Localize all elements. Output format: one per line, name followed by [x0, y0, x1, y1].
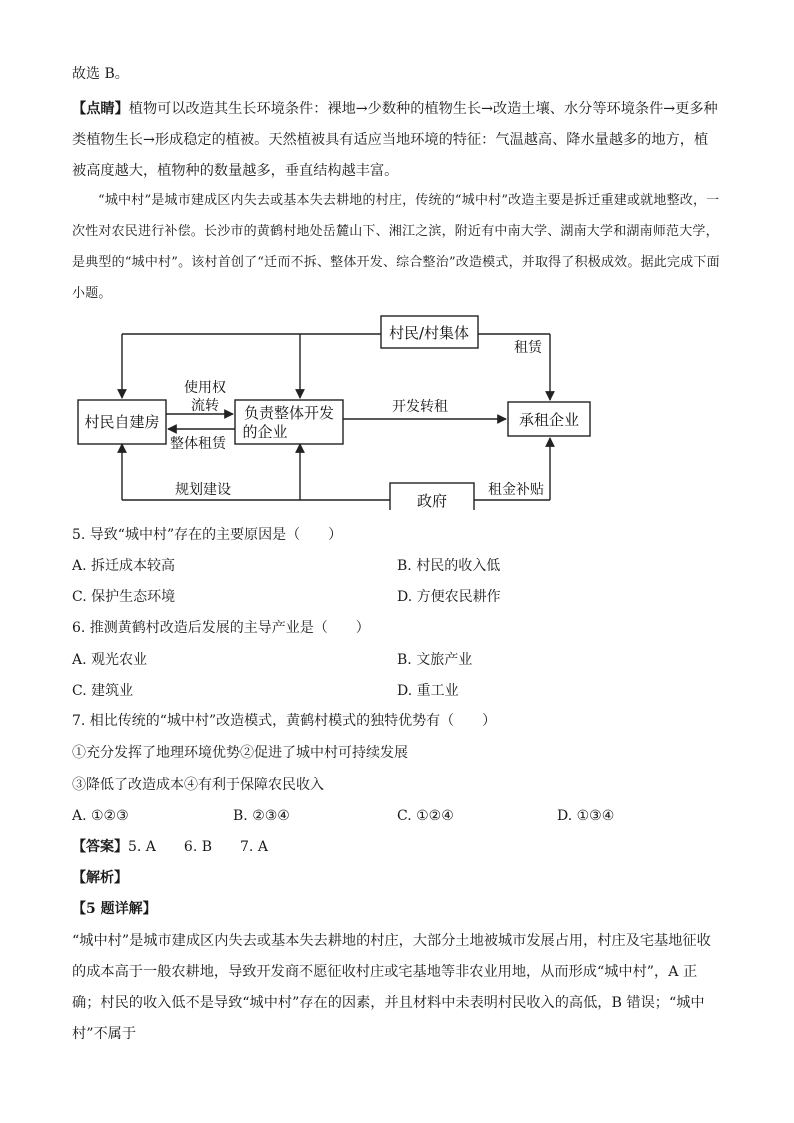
tip-paragraph [72, 94, 720, 187]
material-paragraph: “城中村”是城市建成区内失去或基本失去耕地的村庄，传统的“城中村”改造主要是拆迁重建或就地整改，一次性对农民进行补偿。长沙市的黄鹤村地处岳麓山下、湘江之滨，附近有中南大学、湖南大学和湖南师范大学，是典型的“城中村”。该村首创了“迁而不拆、整体开发、综合整治”改造模式，并取得了积极成效。据此完成下面小题。 [72, 193, 720, 301]
rent-subsidy-label: 租金补贴 [488, 482, 544, 498]
analysis-tag: 【解析】 [72, 870, 128, 886]
previous-answer: 故选 B。 [72, 66, 129, 82]
q5-option-d[interactable]: D. 方便农民耕作 [397, 589, 501, 605]
question-7-statements-1: ①充分发挥了地理环境优势②促进了城中村可持续发展 [72, 745, 408, 761]
q6-option-c[interactable]: C. 建筑业 [72, 683, 134, 699]
use-right-label-line2: 流转 [191, 398, 219, 414]
analysis-text: “城中村”是城市建成区内失去或基本失去耕地的村庄，大部分土地被城市发展占用，村庄及宅基地征收的成本高于一般农耕地，导致开发商不愿征收村庄或宅基地等非农业用地，从而形成“城中村”，A 正确；村民的收入低不是导致“城中村”存在的因素，并且材料中未表明村民收入的高低，B 错误；“城中村”不属于 [72, 933, 711, 1042]
q5-option-c[interactable]: C. 保护生态环境 [72, 589, 176, 605]
developer-label-line1: 负责整体开发 [243, 404, 335, 422]
use-right-label-line1: 使用权 [184, 380, 226, 396]
whole-lease-label: 整体租赁 [170, 436, 226, 452]
houses-label: 村民自建房 [84, 413, 160, 431]
q7-option-c[interactable]: C. ①②④ [397, 808, 454, 824]
question-6-stem: 6. 推测黄鹤村改造后发展的主导产业是（ ） [72, 620, 370, 636]
planning-label: 规划建设 [175, 482, 231, 498]
q6-option-d[interactable]: D. 重工业 [397, 683, 459, 699]
answer-text: 5. A 6. B 7. A [128, 839, 268, 855]
answer-line [72, 837, 268, 857]
q7-option-a[interactable]: A. ①②③ [72, 808, 129, 824]
question-7-stem: 7. 相比传统的“城中村”改造模式，黄鹤村模式的独特优势有（ ） [72, 713, 497, 729]
tip-text: 植物可以改造其生长环境条件：裸地→少数种的植物生长→改造土壤、水分等环境条件→更多种类植物生长→形成稳定的植被。天然植被具有适应当地环境的特征：气温越高、降水量越多的地方，植被高度越大，植物种的数量越多，垂直结构越丰富。 [72, 101, 718, 179]
q7-option-d[interactable]: D. ①③④ [557, 808, 615, 824]
develop-sublease-label: 开发转租 [392, 399, 448, 415]
q6-option-a[interactable]: A. 观光农业 [72, 652, 148, 668]
government-label: 政府 [416, 492, 448, 510]
q6-option-b[interactable]: B. 文旅产业 [397, 652, 473, 668]
tip-tag: 【点睛】 [72, 101, 129, 117]
villagers-label: 村民/村集体 [388, 324, 470, 342]
question-7-statements-2: ③降低了改造成本④有利于保障农民收入 [72, 777, 324, 793]
q5-option-b[interactable]: B. 村民的收入低 [397, 558, 501, 574]
question-5-stem: 5. 导致“城中村”存在的主要原因是（ ） [72, 527, 343, 543]
developer-label-line2: 的企业 [242, 423, 288, 441]
rent-label: 租赁 [514, 340, 542, 356]
answer-tag: 【答案】 [72, 839, 128, 855]
village-flow-diagram [70, 310, 610, 510]
leasing-label: 承租企业 [518, 411, 580, 429]
q5-option-a[interactable]: A. 拆迁成本较高 [72, 558, 176, 574]
q7-option-b[interactable]: B. ②③④ [233, 808, 290, 824]
analysis-sub-tag: 【5 题详解】 [72, 901, 157, 917]
